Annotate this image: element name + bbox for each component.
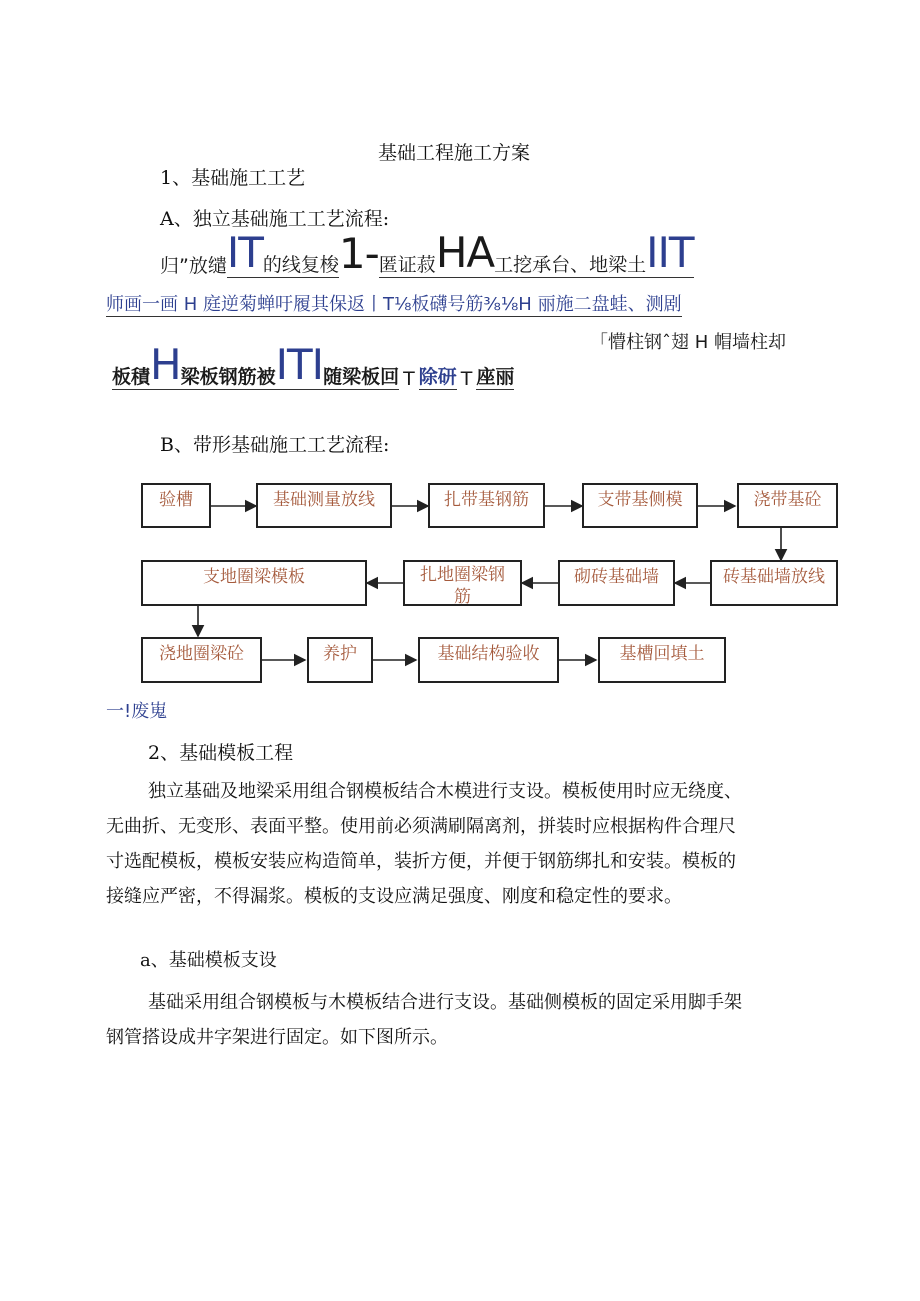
page-title: 基础工程施工方案 <box>378 142 531 164</box>
section-heading-2: 2、基础模板工程 <box>148 742 294 764</box>
garbled-big: IT <box>226 228 263 277</box>
garbled-big: 1- <box>338 229 379 278</box>
garbled-text: 梁板钢筋被 <box>181 362 276 390</box>
section-heading-A: A、独立基础施工工艺流程: <box>160 208 390 230</box>
flow-step-pour-concrete: 浇带基砼 <box>737 483 838 528</box>
garbled-text: 的线复梭 <box>263 250 339 278</box>
garbled-text: 板積 <box>112 362 150 390</box>
garbled-big: HA <box>435 228 495 277</box>
garbled-text: 工挖承台、地梁土 <box>494 250 646 278</box>
garbled-big: ITI <box>275 340 324 389</box>
garbled-big: IIT <box>646 228 694 277</box>
garbled-text: 匿证菽 <box>379 250 436 278</box>
paragraph-formwork <box>106 774 742 914</box>
flow-step-ring-beam-rebar: 扎地圈梁钢筋 <box>403 560 522 606</box>
flow-step-tie-rebar: 扎带基钢筋 <box>428 483 545 528</box>
flow-step-survey: 基础测量放线 <box>256 483 392 528</box>
garbled-line-2: 师画一画 H 庭逆菊蝉吁履其保返丨T⅛板礴号筋⅜⅛H 丽施二盘蛙、测剧 <box>106 290 682 317</box>
flow-step-backfill: 基槽回填土 <box>598 637 726 683</box>
garbled-line-3: 「懵柱钢ˆ翅 H 帽墙柱却 <box>590 332 786 353</box>
flow-step-curing: 养护 <box>307 637 373 683</box>
garbled-text: 随梁板回 <box>323 362 399 390</box>
paragraph-foundation-form <box>106 985 742 1055</box>
paragraph-line: 独立基础及地梁采用组合钢模板结合木模进行支设。模板使用时应无绕度、 <box>148 781 742 802</box>
flow-step-brick-wall: 砌砖基础墙 <box>558 560 675 606</box>
flow-step-pour-ring-beam: 浇地圈梁砼 <box>141 637 262 683</box>
section-heading-1: 1、基础施工工艺 <box>160 167 306 189</box>
section-heading-B: B、带形基础施工工艺流程: <box>160 434 390 456</box>
flow-step-ring-beam-form: 支地圈梁模板 <box>141 560 367 606</box>
flow-step-side-form: 支带基侧模 <box>582 483 698 528</box>
garbled-text: 归”放缱 <box>160 255 227 277</box>
section-heading-a: a、基础模板支设 <box>140 950 277 971</box>
flow-step-acceptance: 基础结构验收 <box>418 637 559 683</box>
paragraph-line: 寸选配模板，模板安装应构造简单，装折方便，并便于钢筋绑扎和安装。模板的 <box>106 851 736 872</box>
paragraph-line: 钢管搭设成井字架进行固定。如下图所示。 <box>106 1027 448 1048</box>
garbled-text: T <box>403 368 415 390</box>
garbled-text: T <box>460 368 473 390</box>
flow-step-wall-layout: 砖基础墙放线 <box>710 560 838 606</box>
garbled-text: 除研 <box>419 362 457 390</box>
garbled-big: H <box>150 340 181 389</box>
garbled-tag: 一!废嵬 <box>106 701 168 722</box>
paragraph-line: 无曲折、无变形、表面平整。使用前必须满刷隔离剂，拼装时应根据构件合理尺 <box>106 816 736 837</box>
paragraph-line: 接缝应严密，不得漏浆。模板的支设应满足强度、刚度和稳定性的要求。 <box>106 886 682 907</box>
garbled-text: 座丽 <box>476 362 514 390</box>
flow-step-inspect-trench: 验槽 <box>141 483 211 528</box>
paragraph-line: 基础采用组合钢模板与木模板结合进行支设。基础侧模板的固定采用脚手架 <box>148 992 742 1013</box>
